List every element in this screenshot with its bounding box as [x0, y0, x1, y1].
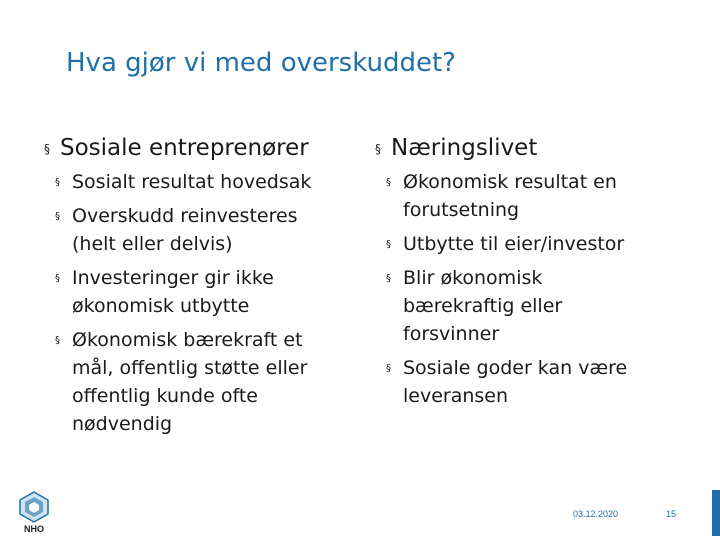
list-item-text: Økonomisk resultat en — [403, 171, 617, 193]
bullet-icon: § — [44, 142, 50, 156]
bullet-icon: § — [386, 363, 391, 374]
list-item-text: bærekraftig eller — [403, 295, 563, 317]
list-item — [375, 264, 675, 348]
right-column — [375, 130, 675, 416]
list-item-text: Sosiale goder kan være — [403, 357, 628, 379]
accent-bar — [712, 490, 720, 536]
list-item-text: Investeringer gir ikke — [72, 267, 274, 289]
bullet-icon: § — [375, 142, 381, 156]
bullet-icon: § — [55, 211, 60, 222]
list-item-text: Utbytte til eier/investor — [403, 233, 625, 255]
right-bullet-list — [375, 168, 675, 410]
list-item — [44, 326, 344, 438]
nho-logo — [14, 490, 54, 534]
list-item-text: (helt eller delvis) — [72, 233, 233, 255]
left-column-heading — [44, 130, 344, 166]
list-item-text: Overskudd reinvesteres — [72, 205, 298, 227]
footer-date: 03.12.2020 — [573, 509, 619, 519]
list-item-text: Økonomisk bærekraft et — [72, 329, 303, 351]
bullet-icon: § — [55, 177, 60, 188]
list-item-text: Blir økonomisk — [403, 267, 543, 289]
logo-text: NHO — [24, 524, 44, 534]
left-heading-text: Sosiale entreprenører — [60, 135, 309, 161]
bullet-icon: § — [386, 239, 391, 250]
left-column — [44, 130, 344, 444]
list-item-text: nødvendig — [72, 413, 173, 435]
list-item-text: økonomisk utbytte — [72, 295, 250, 317]
list-item-text: forutsetning — [403, 199, 520, 221]
list-item — [375, 230, 675, 258]
list-item-text: leveransen — [403, 385, 509, 407]
list-item-text: mål, offentlig støtte eller — [72, 357, 308, 379]
list-item — [44, 168, 344, 196]
list-item — [44, 264, 344, 320]
bullet-icon: § — [55, 335, 60, 346]
list-item-text: offentlig kunde ofte — [72, 385, 258, 407]
right-column-heading — [375, 130, 675, 166]
bullet-icon: § — [386, 177, 391, 188]
page-number: 15 — [666, 509, 677, 519]
list-item — [44, 202, 344, 258]
list-item-text: Sosialt resultat hovedsak — [72, 171, 312, 193]
list-item-text: forsvinner — [403, 323, 500, 345]
bullet-icon: § — [55, 273, 60, 284]
left-bullet-list — [44, 168, 344, 438]
slide-title: Hva gjør vi med overskuddet? — [66, 48, 456, 78]
right-heading-text: Næringslivet — [391, 135, 538, 161]
bullet-icon: § — [386, 273, 391, 284]
list-item — [375, 168, 675, 224]
list-item — [375, 354, 675, 410]
